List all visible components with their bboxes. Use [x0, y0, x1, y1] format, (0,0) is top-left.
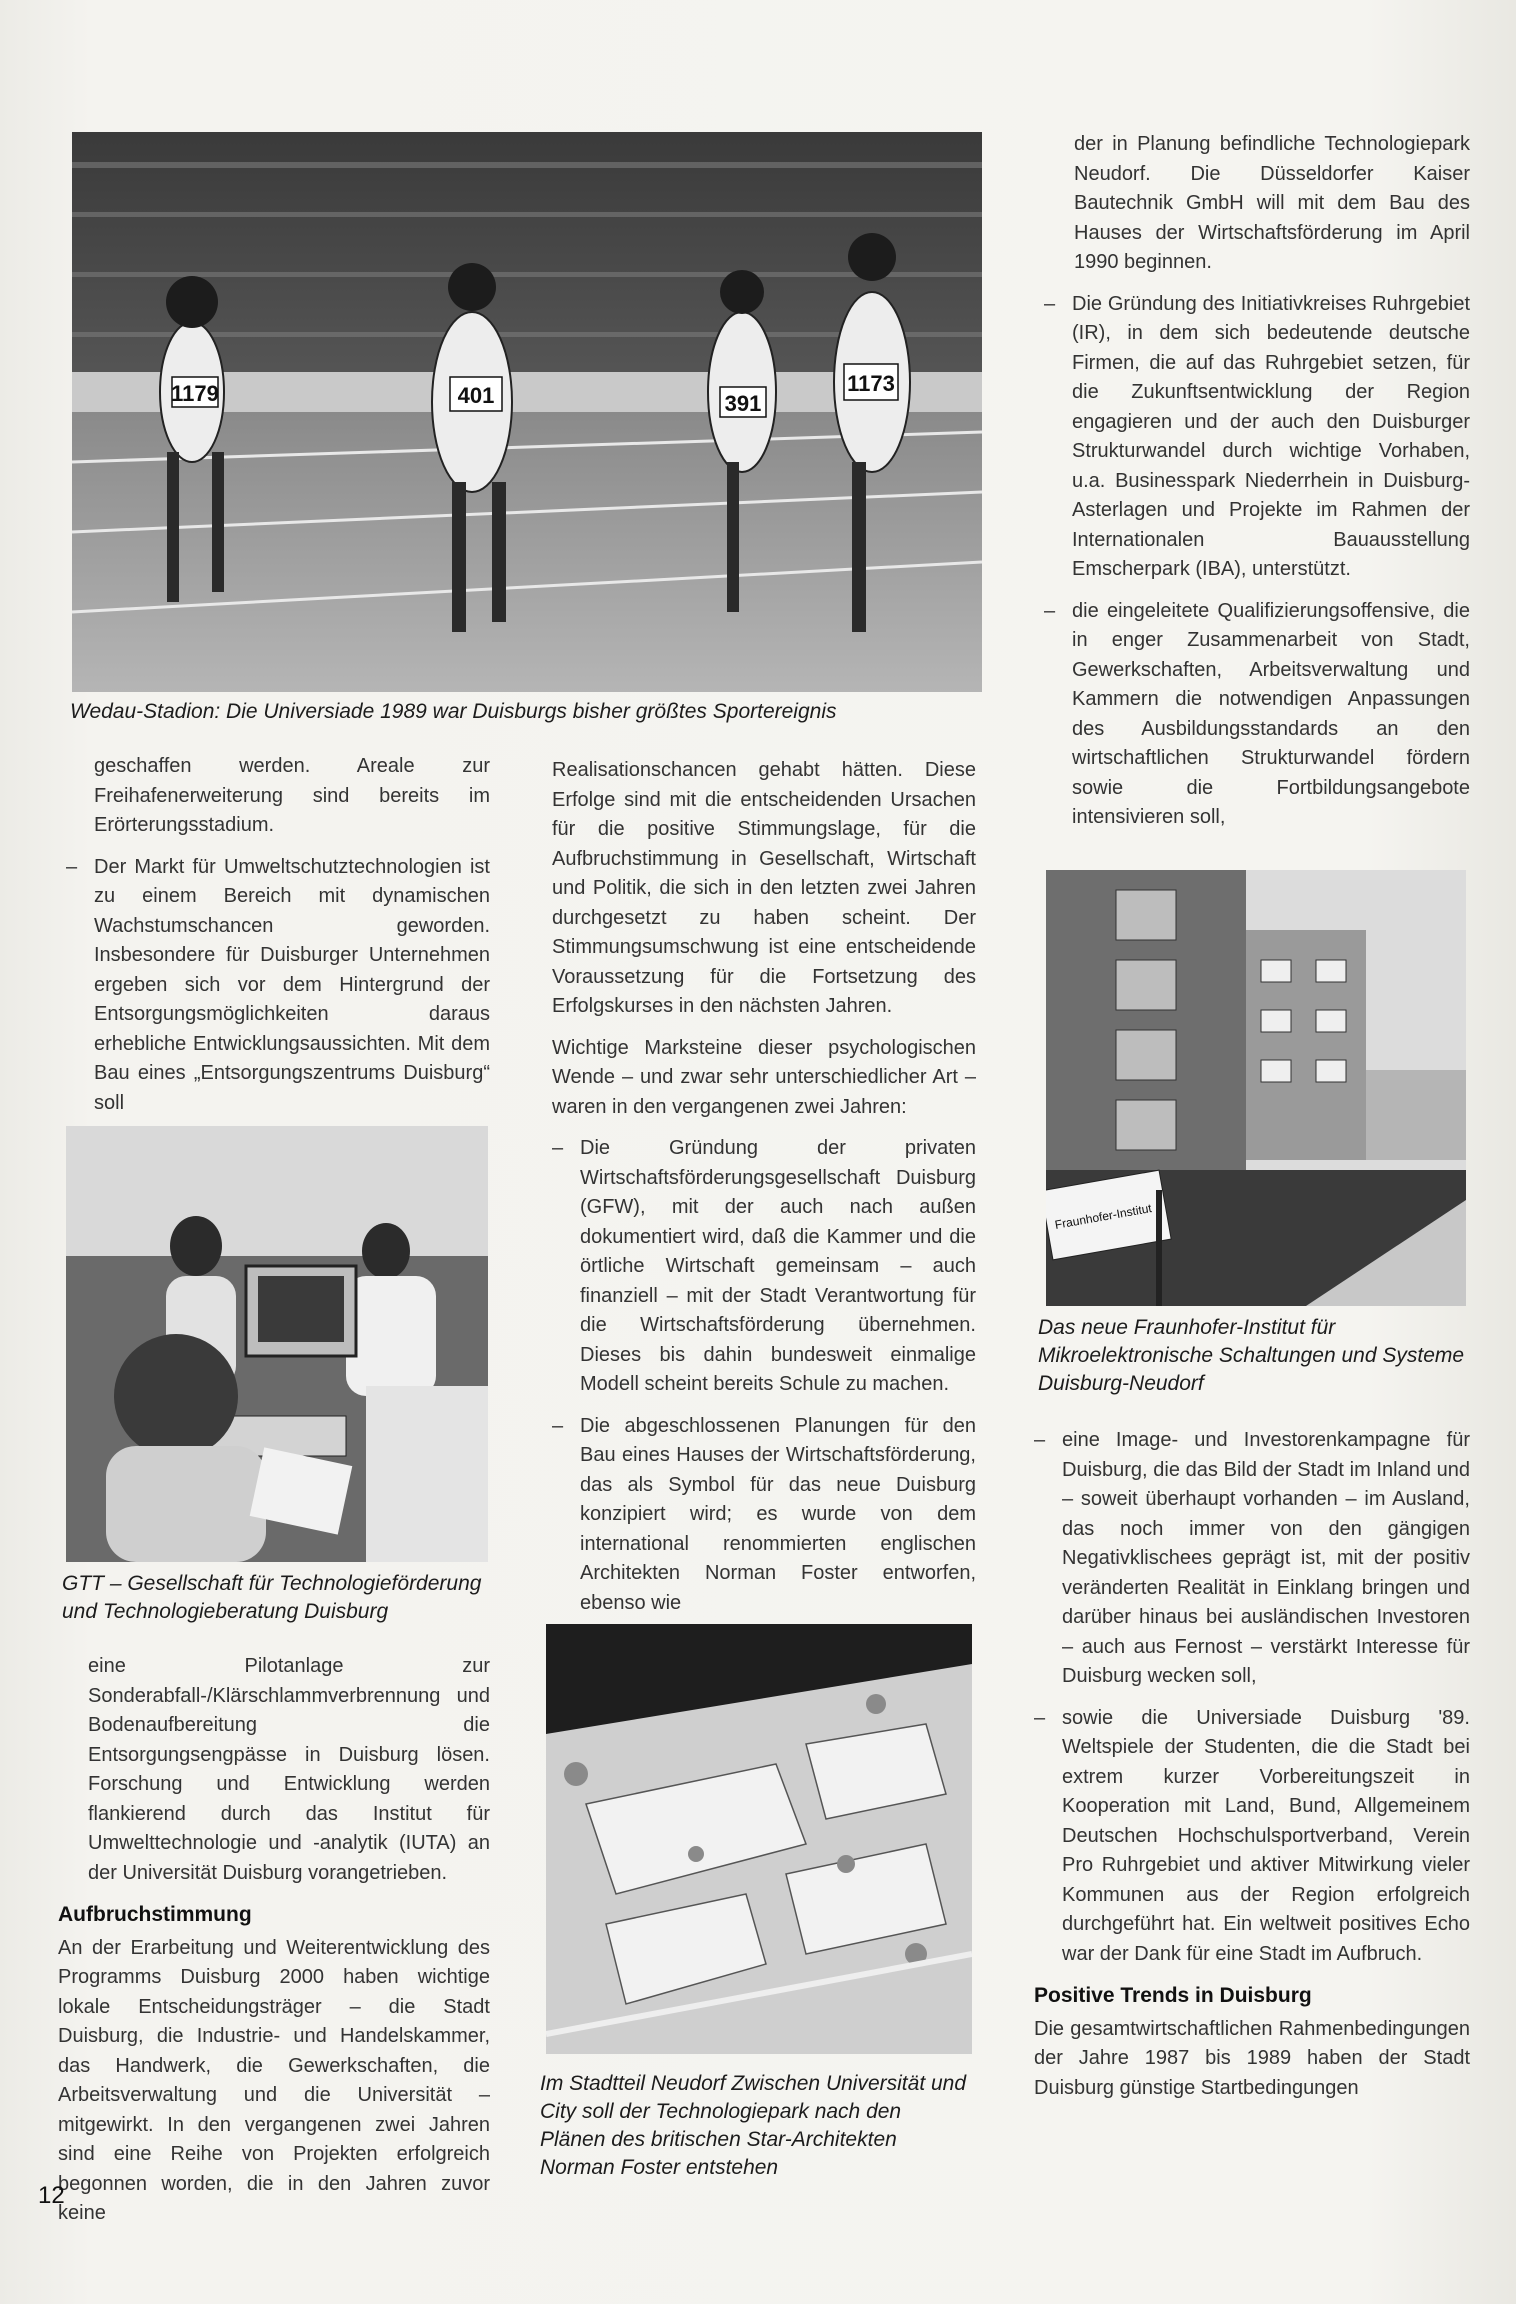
col1-intro: geschaffen werden. Areale zur Freihafenerweiterung sind bereits im Erörterungsstadium.	[94, 755, 490, 836]
dash-bullet: –	[1044, 599, 1056, 622]
fraunhofer-caption: Das neue Fraunhofer-Institut für Mikroelektronische Schaltungen und Systeme Duisburg-Neudorf	[1038, 1316, 1465, 1395]
stadium-caption: Wedau-Stadion: Die Universiade 1989 war Duisburgs bisher größtes Sportereignis	[70, 700, 837, 723]
fraunhofer-sign: Fraunhofer-Institut	[1053, 1201, 1153, 1232]
col2-para-1: Realisationschancen gehabt hätten. Diese Erfolge sind mit die entscheidenden Ursachen für die positive Stimmungslage, für die Aufbruchstimmung in Gesellschaft, Wirtschaft und Politik, die sich in den letzten zwei Jahren durchgesetzt zu haben scheint. Der Stimmungsumschwung ist eine entscheidende Voraussetzung für die Fortsetzung des Erfolgskurses in den nächsten Jahren.	[552, 759, 976, 1017]
heading-aufbruchstimmung: Aufbruchstimmung	[58, 1903, 252, 1926]
col1-item-1: – Der Markt für Umweltschutztechnologien ist zu einem Bereich mit dynamischen Wachstumschancen geworden. Insbesondere für Duisburger Unternehmen ergeben sich vor dem Hintergrund der Entsorgungsmöglichkeiten daraus erhebliche Entwicklungsaussichten. Mit dem Bau eines „Entsorgungszentrums Duisburg“ soll	[66, 853, 490, 1119]
architecture-model-photo	[546, 1624, 972, 2054]
bib-391: 391	[724, 391, 762, 416]
dash-bullet: –	[1044, 292, 1056, 315]
col3-para-1: Die gesamtwirtschaftlichen Rahmenbedingungen der Jahre 1987 bis 1989 haben der Stadt Duisburg günstige Startbedingungen	[1034, 2017, 1470, 2099]
col3-item-4: – sowie die Universiade Duisburg '89. Weltspiele der Studenten, die die Stadt bei extrem kurzer Vorbereitungszeit in Kooperation mit Land, Bund, Allgemeinem Deutschen Hochschulsportverband, Verein Pro Ruhrgebiet und aktiver Mitwirkung vieler Kommunen aus der Region erfolgreich durchgeführt hat. Ein weltweit positives Echo war der Dank für eine Stadt im Aufbruch.	[1034, 1704, 1470, 1970]
col1-para-2: An der Erarbeitung und Weiterentwicklung des Programms Duisburg 2000 haben wichtige lokale Entscheidungsträger – die Stadt Duisburg, die Industrie- und Handelskammer, das Handwerk, die Gewerkschaften, die Arbeitsverwaltung und die Universität – mitgewirkt. In den vergangenen zwei Jahren sind eine Reihe von Projekten erfolgreich begonnen worden, die in den Jahren zuvor keine	[58, 1936, 490, 2224]
bib-1173: 1173	[847, 371, 895, 396]
dash-bullet: –	[552, 1414, 564, 1437]
model-caption: Im Stadtteil Neudorf Zwischen Universität und City soll der Technologiepark nach den Plänen des britischen Star-Architekten Norman Foster entstehen	[540, 2072, 967, 2179]
fraunhofer-building-photo	[1046, 870, 1466, 1306]
bib-1179: 1179	[171, 381, 219, 406]
gtt-caption: GTT – Gesellschaft für Technologieförderung und Technologieberatung Duisburg	[62, 1572, 482, 1623]
col2-item-1: – Die Gründung der privaten Wirtschaftsförderungsgesellschaft Duisburg (GFW), mit der auch nach außen dokumentiert wird, daß die Kammer und die örtliche Wirtschaft gemeinsam – auch finanziell – mit der Stadt Verantwortung für die Wirtschaftsförderung übernehmen. Dieses bis dahin bundesweit einmalige Modell scheint bereits Schule zu machen.	[552, 1134, 976, 1400]
column-3-bottom	[1034, 1426, 1470, 2115]
col3-item-3: – eine Image- und Investorenkampagne für Duisburg, die das Bild der Stadt im Inland und – soweit überhaupt vorhanden – im Ausland, das noch immer von den gängigen Negativklischees geprägt ist, mit der positiv veränderten Realität in Einklang bringen und darüber hinaus bei ausländischen Investoren – auch aus Fernost – verstärkt Interesse für Duisburg wecken soll,	[1034, 1426, 1470, 1692]
col3-intro: der in Planung befindliche Technologiepark Neudorf. Die Düsseldorfer Kaiser Bautechnik GmbH will mit dem Bau des Hauses der Wirtschaftsförderung im April 1990 beginnen.	[1074, 133, 1470, 273]
col3-item-1: – Die Gründung des Initiativkreises Ruhrgebiet (IR), in dem sich bedeutende deutsche Firmen, die auf das Ruhrgebiet setzen, für die Zukunftsentwicklung der Region engagieren und der auch den Duisburger Strukturwandel durch wichtige Vorhaben, u.a. Businesspark Niederrhein in Duisburg-Asterlagen und Projekte im Rahmen der Internationalen Bauausstellung Emscherpark (IBA), unterstützt.	[1044, 290, 1470, 585]
page-number: 12	[38, 2182, 65, 2209]
column-3-top	[1044, 130, 1470, 845]
col2-item-2: – Die abgeschlossenen Planungen für den Bau eines Hauses der Wirtschaftsförderung, das als Symbol für das neue Duisburg konzipiert wird; es wurde von dem international renommierten englischen Architekten Norman Foster entworfen, ebenso wie	[552, 1412, 976, 1619]
gtt-office-photo	[66, 1126, 488, 1562]
dash-bullet: –	[552, 1137, 564, 1159]
dash-bullet: –	[1034, 1429, 1046, 1451]
column-1-bottom	[58, 1652, 490, 2241]
column-2	[552, 756, 976, 1630]
dash-bullet: –	[66, 855, 78, 878]
dash-bullet: –	[1034, 1706, 1046, 1729]
col2-para-2: Wichtige Marksteine dieser psychologischen Wende – und zwar sehr unterschiedlicher Art – waren in den vergangenen zwei Jahren:	[552, 1036, 976, 1118]
column-1-top	[66, 752, 490, 1130]
stadium-photo	[72, 132, 982, 692]
col1-para-1: eine Pilotanlage zur Sonderabfall-/Klärschlammverbrennung und Bodenaufbereitung die Entsorgungsengpässe in Duisburg lösen. Forschung und Entwicklung werden flankierend durch das Institut für Umwelttechnologie und -analytik (IUTA) an der Universität Duisburg vorangetrieben.	[88, 1655, 490, 1884]
col3-item-2: – die eingeleitete Qualifizierungsoffensive, die in enger Zusammenarbeit von Stadt, Gewerkschaften, Arbeitsverwaltung und Kammern die notwendigen Anpassungen des Ausbildungsstandards an den wirtschaftlichen Strukturwandel fördern sowie die Fortbildungsangebote intensivieren soll,	[1044, 597, 1470, 833]
heading-positive-trends: Positive Trends in Duisburg	[1034, 1984, 1312, 2007]
bib-401: 401	[457, 383, 495, 408]
